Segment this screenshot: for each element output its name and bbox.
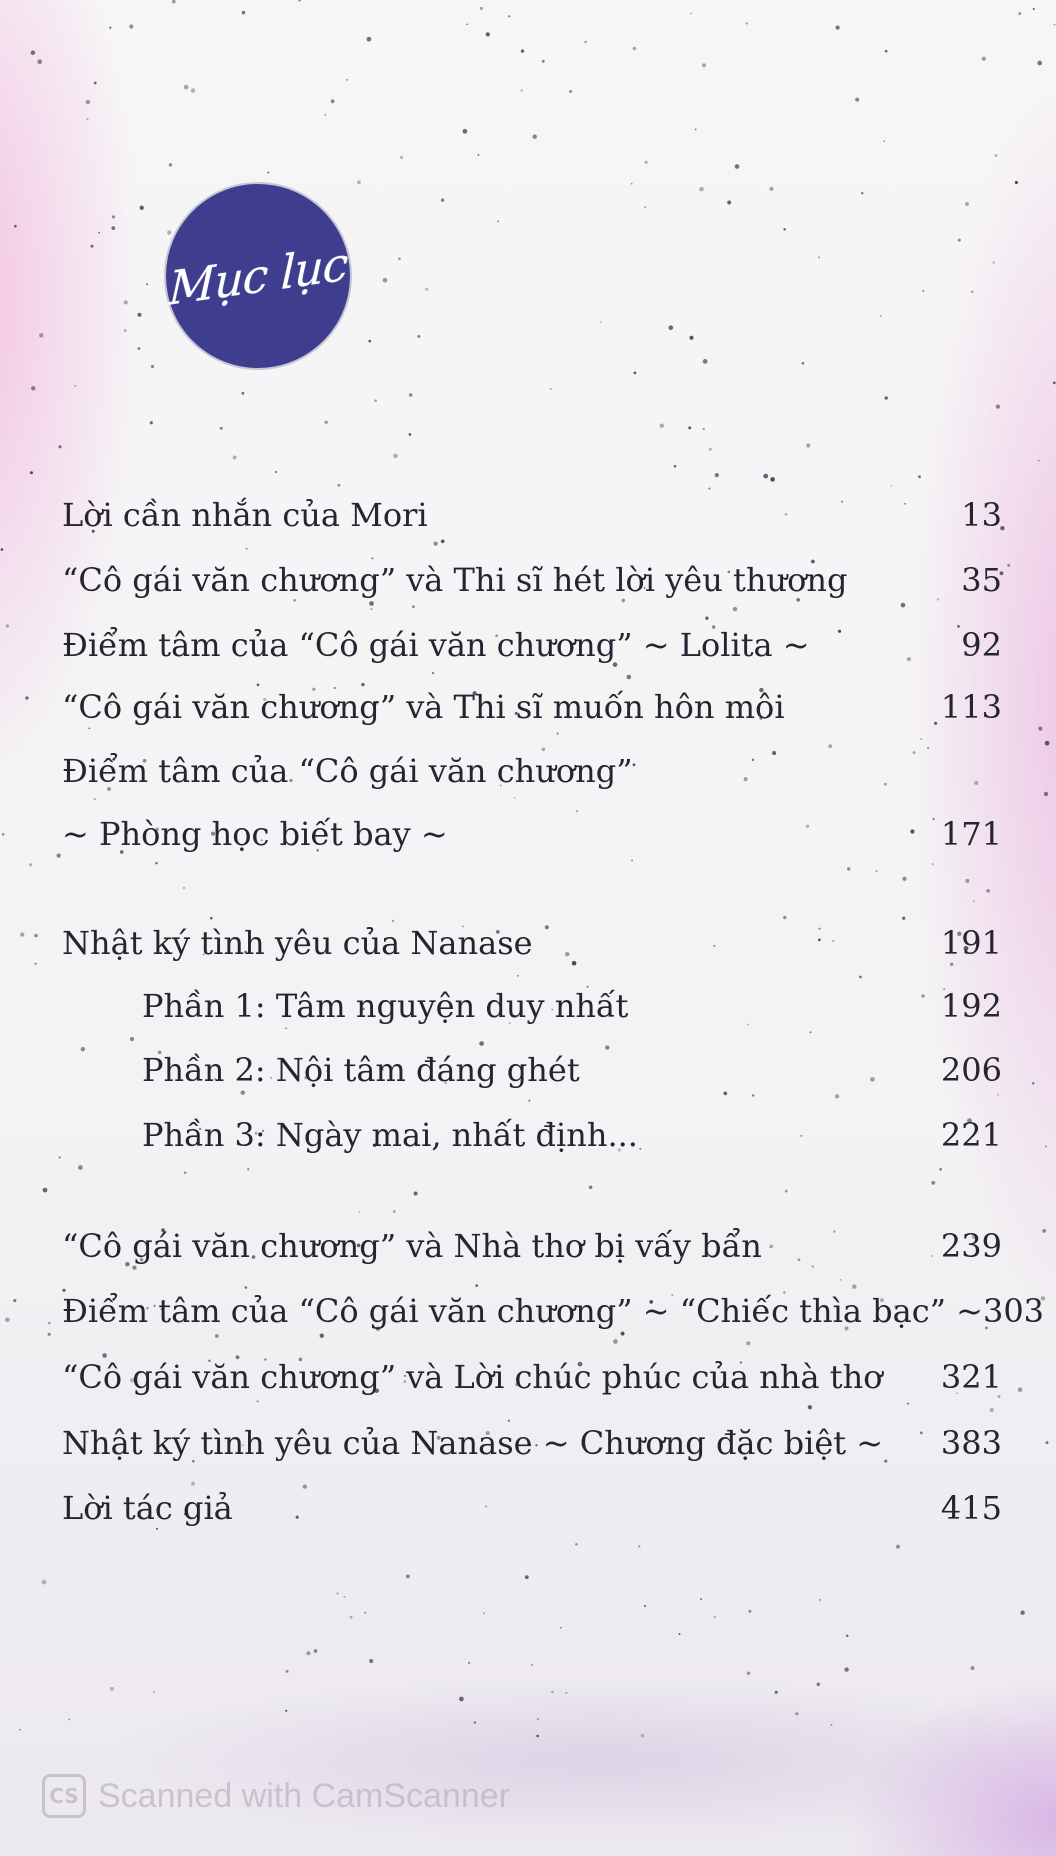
- toc-entry-title: Phần 3: Ngày mai, nhất định...: [142, 1116, 638, 1154]
- toc-entry: [62, 746, 1002, 796]
- toc-entry: [62, 1483, 1002, 1533]
- toc-entry-page: 303: [982, 1292, 1045, 1330]
- toc-entry-title: Phần 1: Tâm nguyện duy nhất: [142, 987, 629, 1025]
- toc-entry-page: 192: [940, 987, 1002, 1025]
- toc-entry: [62, 1352, 1002, 1402]
- toc-entry: [62, 1418, 1002, 1468]
- toc-subentry: [142, 1045, 1002, 1095]
- toc-entry-title: Lời cần nhắn của Mori: [62, 496, 428, 534]
- toc-entry: [62, 490, 1002, 540]
- toc-entry: [62, 620, 1002, 670]
- toc-entry-title: Điểm tâm của “Cô gái văn chương” ~ Lolita ~: [62, 626, 810, 664]
- toc-entry-title: Nhật ký tình yêu của Nanase: [62, 924, 533, 962]
- camscanner-watermark: [42, 1774, 510, 1818]
- toc-entry: [62, 555, 1002, 605]
- toc-entry-title: Điểm tâm của “Cô gái văn chương”: [62, 752, 633, 790]
- toc-entry: [62, 918, 1002, 968]
- toc-entry-page: 191: [940, 924, 1002, 962]
- toc-entry-page: 206: [940, 1051, 1002, 1089]
- toc-heading: Mục lục: [167, 236, 349, 316]
- toc-entry: [62, 809, 1002, 859]
- toc-entry-page: 239: [940, 1227, 1002, 1265]
- watermark-text: Scanned with CamScanner: [98, 1776, 511, 1815]
- toc-entry-title: ~ Phòng học biết bay ~: [62, 815, 448, 853]
- toc-entry: [62, 1221, 1002, 1271]
- toc-entry-title: Điểm tâm của “Cô gái văn chương” ~ “Chiếc thìa bạc” ~: [62, 1292, 983, 1330]
- toc-entry-page: 35: [961, 561, 1002, 599]
- toc-entry: [62, 682, 1002, 732]
- toc-entry-title: Lời tác giả: [62, 1489, 233, 1527]
- toc-entry-page: 415: [940, 1489, 1002, 1527]
- toc-entry-page: 321: [940, 1358, 1002, 1396]
- toc-entry-title: “Cô gái văn chương” và Lời chúc phúc của nhà thơ: [62, 1358, 883, 1396]
- toc-entry-page: 13: [961, 496, 1002, 534]
- toc-entry-title: Phần 2: Nội tâm đáng ghét: [142, 1051, 580, 1089]
- toc-entry-page: 92: [961, 626, 1002, 664]
- toc-entry-title: “Cô gái văn chương” và Thi sĩ muốn hôn môi: [62, 688, 785, 726]
- toc-entry-page: 383: [940, 1424, 1002, 1462]
- camscanner-logo-icon: CS: [42, 1774, 86, 1818]
- toc-entry-title: “Cô gái văn chương” và Thi sĩ hét lời yêu thương: [62, 561, 848, 599]
- toc-entry-page: 171: [940, 815, 1002, 853]
- toc-entry-title: “Cô gái văn chương” và Nhà thơ bị vấy bẩn: [62, 1227, 762, 1265]
- toc-entry-page: 221: [940, 1116, 1002, 1154]
- toc-entry-page: 113: [940, 688, 1002, 726]
- toc-entry: [62, 1286, 1045, 1336]
- toc-entry-title: Nhật ký tình yêu của Nanase ~ Chương đặc biệt ~: [62, 1424, 884, 1462]
- toc-subentry: [142, 1110, 1002, 1160]
- toc-subentry: [142, 981, 1002, 1031]
